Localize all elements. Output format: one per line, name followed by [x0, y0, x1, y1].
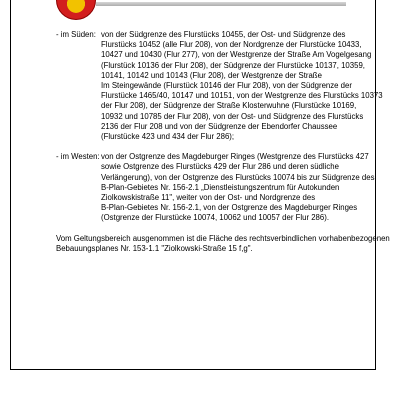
text-line: sowie Ostgrenze des Flurstücks 429 der Flur 286 und deren südliche [101, 162, 339, 172]
section-south [56, 30, 383, 142]
header-text-cutoff [96, 2, 346, 6]
section-label: - im Westen: [56, 152, 100, 162]
text-line: 10427 und 10430 (Flur 277), von der Westgrenze der Straße Am Vogelgesang [101, 50, 372, 60]
text-line: 10932 und 10785 der Flur 208), von der Ost- und Südgrenze des Flurstücks [101, 111, 364, 121]
text-line: (Flurstück 10136 der Flur 208), der Südgrenze der Flurstücke 10137, 10359, [101, 60, 365, 70]
text-line: Bebauungsplanes Nr. 153-1.1 "Ziolkowski-Straße 15 f,g". [56, 243, 253, 253]
document-body [56, 30, 390, 254]
text-line: Flurstücks 10452 (alle Flur 208), von der Nordgrenze der Flurstücke 10433, [101, 40, 362, 50]
text-line: Ziolkowskistraße 11", weiter von der Ost- und Nordgrenze des [101, 193, 316, 203]
section-label: - im Süden: [56, 30, 96, 39]
section-west [56, 152, 375, 223]
text-line: (Ostgrenze der Flurstücke 10074, 10062 und 10057 der Flur 286). [101, 213, 329, 223]
text-line: 2136 der Flur 208 und von der Südgrenze der Ebendorfer Chaussee [101, 121, 338, 131]
text-line: (Flurstücke 423 und 434 der Flur 286); [101, 132, 235, 142]
text-line: Verlängerung), von der Ostgrenze des Flurstücks 10074 bis zur Südgrenze des [101, 172, 375, 182]
text-line: der Flur 208), der Südgrenze der Straße Klosterwuhne (Flurstücke 10169, [101, 101, 357, 111]
exclusion-note [56, 233, 390, 254]
text-line: Im Steingewände (Flurstück 10146 der Flur 208), von der Südgrenze der [101, 81, 352, 91]
section-text [101, 30, 383, 142]
section-text [101, 152, 374, 223]
text-line: von der Südgrenze des Flurstücks 10455, der Ost- und Südgrenze des [101, 30, 346, 39]
text-line: 10141, 10142 und 10143 (Flur 208), der Westgrenze der Straße [101, 70, 322, 80]
text-line: Flurstücke 1465/40, 10147 und 10151, von der Westgrenze des Flurstücks 10373 [101, 91, 383, 101]
text-line: B-Plan-Gebietes Nr. 156-2.1 „Dienstleistungszentrum für Autokunden [101, 182, 340, 192]
text-line: von der Ostgrenze des Magdeburger Ringes (Westgrenze des Flurstücks 427 [101, 152, 369, 162]
text-line: Vom Geltungsbereich ausgenommen ist die Fläche des rechtsverbindlichen vorhabenbezogenen [56, 233, 390, 243]
text-line: B-Plan-Gebietes Nr. 156-2.1, von der Ostgrenze des Magdeburger Ringes [101, 203, 358, 213]
